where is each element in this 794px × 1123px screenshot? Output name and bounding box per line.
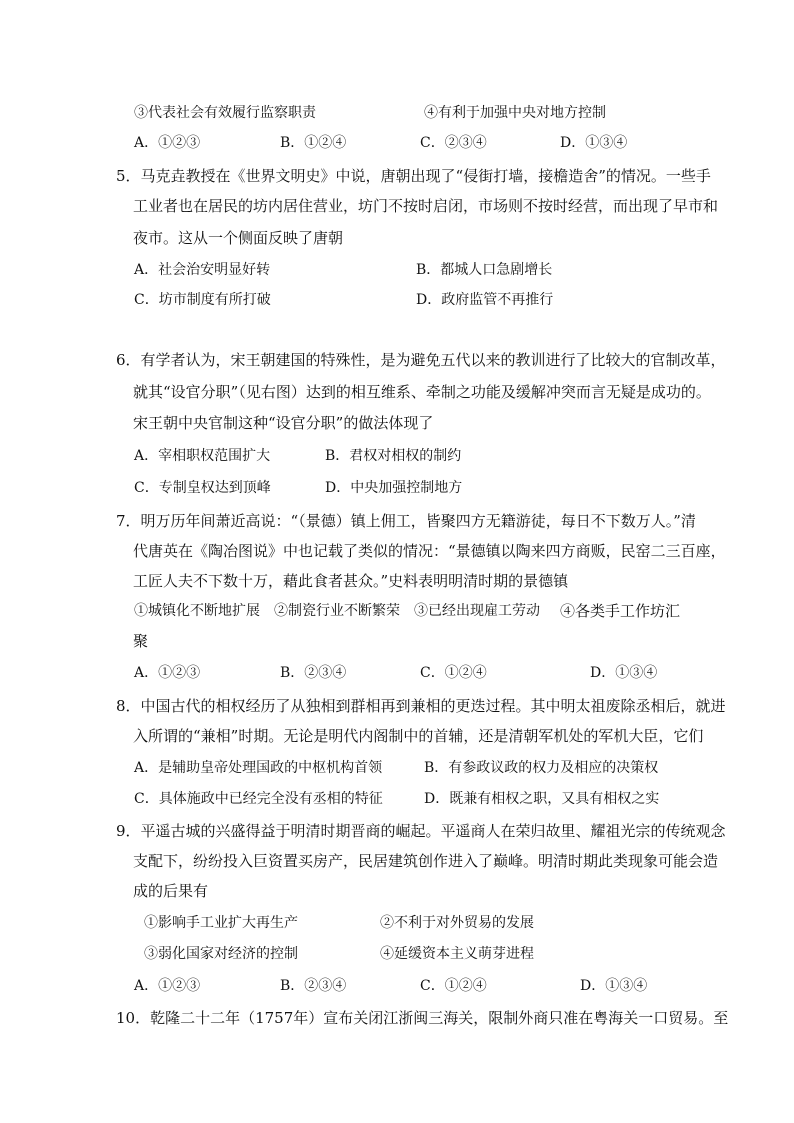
q4-option-d: D．①③④ [560, 135, 628, 151]
q7-option-c: C．①②④ [420, 665, 487, 681]
q6-stem-line-2: 就其“设官分职”（见右图）达到的相互维系、牵制之功能及缓解冲突而言无疑是成功的。 [133, 383, 711, 401]
q5-option-c: C．坊市制度有所打破 [134, 292, 271, 308]
q4-option-a: A．①②③ [134, 135, 201, 151]
q9-stem-line-1: 9．平遥古城的兴盛得益于明清时期晋商的崛起。平遥商人在荣归故里、耀祖光宗的传统观念 [116, 822, 726, 840]
q4-option-c: C．②③④ [420, 135, 487, 151]
q7-statement-4-wrap: 聚 [133, 632, 149, 650]
q8-stem-line-2: 入所谓的“兼相”时期。无论是明代内阁制中的首辅，还是清朝军机处的军机大臣，它们 [133, 727, 704, 745]
q6-stem-line-3: 宋王朝中央官制这种“设官分职”的做法体现了 [133, 414, 434, 432]
q5-option-b: B．都城人口急剧增长 [416, 262, 553, 278]
q9-stem-line-3: 成的后果有 [133, 882, 209, 900]
q7-statement-1: ①城镇化不断地扩展 [134, 603, 260, 619]
q5-stem-line-1: 5．马克垚教授在《世界文明史》中说，唐朝出现了“侵街打墙，接檐造舍”的情况。一些手 [116, 167, 711, 185]
q4-option-b: B．①②④ [280, 135, 347, 151]
q7-stem-line-1: 7．明万历年间萧近高说：“（景德）镇上佣工，皆聚四方无籍游徒，每日不下数万人。”清 [116, 512, 696, 530]
q5-stem-line-3: 夜市。这从一个侧面反映了唐朝 [133, 229, 344, 247]
q7-stem-line-3: 工匠人夫不下数十万，藉此食者甚众。”史料表明明清时期的景德镇 [133, 572, 569, 590]
q7-statement-3: ③已经出现雇工劳动 [414, 603, 540, 619]
q5-stem-line-2: 工业者也在居民的坊内居住营业，坊门不按时启闭，市场则不按时经营，而出现了早市和 [133, 197, 719, 215]
q10-stem-line-1: 10．乾隆二十二年（1757年）宣布关闭江浙闽三海关，限制外商只准在粤海关一口贸易。至 [116, 1009, 729, 1027]
q7-option-d: D．①③④ [590, 665, 658, 681]
q5-option-a: A．社会治安明显好转 [134, 262, 271, 278]
q8-option-a: A．是辅助皇帝处理国政的中枢机构首领 [134, 760, 383, 776]
q4-statement-3: ③代表社会有效履行监察职责 [134, 105, 316, 121]
q6-option-c: C．专制皇权达到顶峰 [134, 480, 271, 496]
q7-option-b: B．②③④ [280, 665, 347, 681]
q6-option-d: D．中央加强控制地方 [325, 480, 463, 496]
q9-statement-1: ①影响手工业扩大再生产 [144, 915, 298, 931]
q8-option-b: B．有参政议政的权力及相应的决策权 [424, 760, 659, 776]
q6-option-a: A．宰相职权范围扩大 [134, 448, 271, 464]
q5-option-d: D．政府监管不再推行 [416, 292, 554, 308]
q9-statement-2: ②不利于对外贸易的发展 [380, 915, 534, 931]
q9-statement-4: ④延缓资本主义萌芽进程 [380, 946, 534, 962]
q7-option-a: A．①②③ [134, 665, 201, 681]
q8-stem-line-1: 8．中国古代的相权经历了从独相到群相再到兼相的更迭过程。其中明太祖废除丞相后，就进 [116, 697, 726, 715]
q6-option-b: B．君权对相权的制约 [325, 448, 462, 464]
q7-stem-line-2: 代唐英在《陶冶图说》中也记载了类似的情况：“景德镇以陶来四方商贩，民窑二三百座， [133, 542, 726, 560]
q9-option-c: C．①②④ [420, 978, 487, 994]
q9-option-b: B．②③④ [280, 978, 347, 994]
q9-statement-3: ③弱化国家对经济的控制 [144, 946, 298, 962]
q4-statement-4: ④有利于加强中央对地方控制 [424, 105, 606, 121]
q8-option-c: C．具体施政中已经完全没有丞相的特征 [134, 791, 383, 807]
q9-option-a: A．①②③ [134, 978, 201, 994]
q7-statement-4: ④各类手工作坊汇 [560, 602, 681, 620]
q9-option-d: D．①③④ [580, 978, 648, 994]
q7-statement-2: ②制瓷行业不断繁荣 [274, 603, 400, 619]
q9-stem-line-2: 支配下，纷纷投入巨资置买房产，民居建筑创作进入了巅峰。明清时期此类现象可能会造 [133, 852, 719, 870]
q8-option-d: D．既兼有相权之职，又具有相权之实 [424, 791, 660, 807]
q6-stem-line-1: 6．有学者认为，宋王朝建国的特殊性，是为避免五代以来的教训进行了比较大的官制改革， [116, 351, 726, 369]
